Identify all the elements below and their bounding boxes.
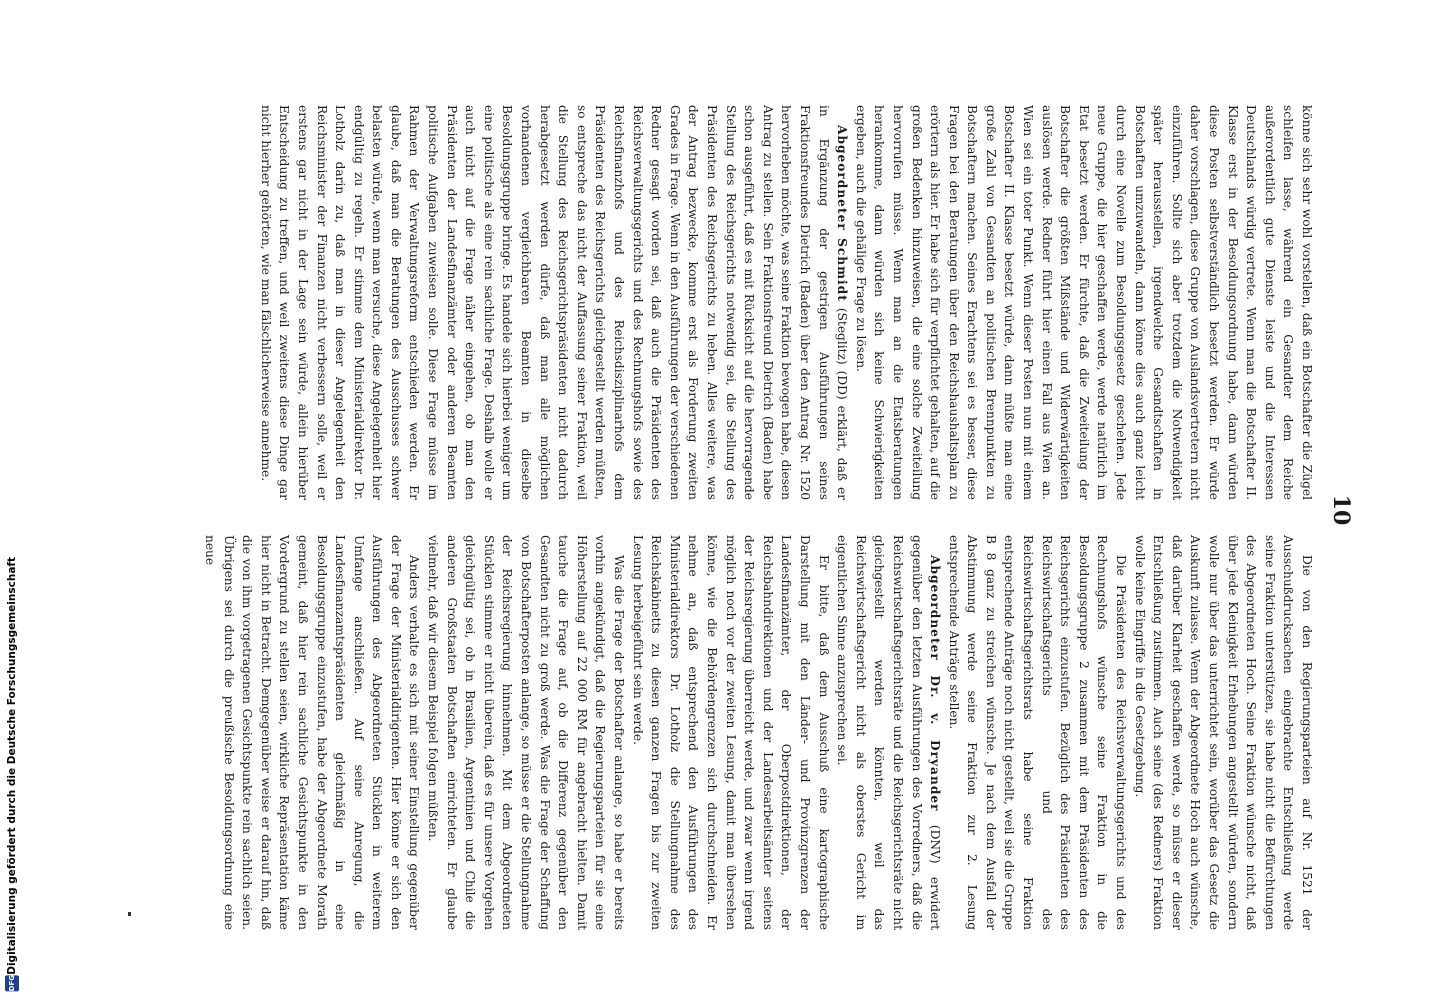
dfg-logo-icon: DFG [5, 975, 19, 991]
text-column-left [256, 105, 1316, 500]
page-number: 10 [1328, 494, 1354, 526]
paragraph [833, 535, 945, 930]
speaker-name: Abgeordneter Dr. v. Dryander [928, 555, 943, 812]
paragraph: Die Präsidenten des Reichsverwaltungsgerichts und des Rechnungshofs wünsche seine Fraktion in die Besoldungsgruppe 2 zusammen mit dem Präsidenten des Reichsgerichts einzustufen. Bezüglich des Präsidenten des Reichswirtschaftsgerichts und des Reichswirtschaftsgerichtsrats habe seine Fraktion entsprechende Anträge noch nicht gestellt, weil sie die Gruppe B 8 ganz zu streichen wünsche. Je nach dem Ausfall der Abstimmung werde seine Fraktion zur 2. Lesung entsprechende Anträge stellen. [946, 535, 1129, 930]
paragraph: könne sich sehr wohl vorstellen, daß ein Botschafter die Zügel schleifen lasse, während ein Gesandter dem Reiche außerordentlich gute Dienste leiste und die Interessen Deutschlands würdig vertrete. Wenn man die Botschafter II. Klasse erst in der Besoldungsordnung habe, dann würden diese Posten selbstverständlich besetzt werden. Er würde daher vorschlagen, diese Gruppe von Auslandsvertretern nicht einzuführen. Sollte sich aber trotzdem die Notwendigkeit später herausstellen, irgendwelche Gesandtschaften in Botschaften umzuwandeln, dann könne dies auch ganz leicht durch eine Novelle zum Besoldungsgesetz geschehen. Jede neue Gruppe, die hier geschaffen werde, werde natürlich im Etat besetzt werden. Er fürchte, daß die Zweiteilung der Botschafter die größten Mißstände und Widerwärtigkeiten auslösen werde. Redner führt hier einen Fall aus Wien an. Wien sei ein toter Punkt. Wenn dieser Posten nun mit einem Botschafter II. Klasse besetzt würde, dann müßte man eine große Zahl von Gesandten an politischen Brennpunkten zu Botschaftern machen. Seines Erachtens sei es besser, diese Fragen bei den Beratungen über den Reichshaushaltsplan zu erörtern als hier. Er habe sich für verpflichtet gehalten, auf die großen Bedenken hinzuweisen, die eine solche Zweiteilung hervorrufen müsse. Wenn man an die Etatsberatungen herankomme, dann würden sich keine Schwierigkeiten ergeben, auch die gehälige Frage zu lösen. [853, 105, 1314, 500]
paragraph: Er bitte, daß dem Ausschuß eine kartographische Darstellung mit den Länder- und Provinzgrenzen der Landesfinanzämter, der Oberpostdirektionen, der Reichsbahndirektionen und der Landesarbeitsämter seitens der Reichsregierung überreicht werde, und zwar wenn irgend möglich noch vor der zweiten Lesung, damit man übersehen könne, wie die Behördengrenzen sich durchschneiden. Er nehme an, daß entsprechend den Ausführungen des Ministerialdirektors Dr. Lotholz die Stellungnahme des Reichskabinetts zu diesen ganzen Fragen bis zur zweiten Lesung herbeigeführt sein werde. [630, 535, 831, 930]
scan-mark [128, 912, 131, 916]
paragraph [256, 105, 851, 500]
digitization-footer [2, 556, 22, 995]
speaker-name: Abgeordneter Schmidt [835, 125, 850, 302]
text-column-right [200, 535, 1316, 930]
paragraph-body: (Steglitz) (DD) erklärt, daß er in Ergänzung der gestrigen Ausführungen seines Fraktionsfreundes Dietrich (Baden) über den Antrag Nr. 1520 hervorheben möchte, was seine Fraktion bewogen habe, diesen Antrag zu stellen. Sein Fraktionsfreund Dietrich (Baden) habe schon ausgeführt, daß es mit Rücksicht auf die hervorragende Stellung des Reichsgerichts notwendig sei, die Stellung des Präsidenten des Reichsgerichts zu heben. Alles weitere, was der Antrag bezwecke, komme erst als Forderung zweiten Grades in Frage. Wenn in den Ausführungen der verschiedenen Redner gesagt worden sei, daß auch die Präsidenten des Reichsverwaltungsgerichts und des Rechnungshofs sowie des Reichsfinanzhofs und des Reichsdisziplinarhofs dem Präsidenten des Reichsgerichts gleichgestellt werden müßten, so entspreche das nicht der Auffassung seiner Fraktion, weil die Stellung des Reichsgerichtspräsidenten nicht dadurch herabgesetzt werden dürfe, daß man alle möglichen vorhandenen vergleichbaren Beamten in dieselbe Besoldungsgruppe bringe. Es handele sich hierbei weniger um eine politische als eine rein sachliche Frage. Deshalb wolle er auch nicht auf die Frage näher eingehen, ob man den Präsidenten der Landesfinanzämter oder anderen Beamten politische Aufgaben zuweisen solle. Diese Frage müsse im Rahmen der Verwaltungsreform entschieden werden. Er glaube, daß man die Beratungen des Ausschusses schwer belasten würde, wenn man versuche, diese Angelegenheit hier endgültig zu regeln. Er stimme dem Ministerialdirektor Dr. Lotholz darin zu, daß man in dieser Angelegenheit den Reichsminister der Finanzen nicht verbessern solle, weil er erstens gar nicht in der Lage sein würde, allein hierüber Entscheidung zu treffen, und weil zweitens diese Dinge gar nicht hierher gehörten, wie man fälschlicherweise annehme. [258, 105, 850, 501]
paragraph: Anders verhalte es sich mit seiner Einstellung gegenüber der Frage der Ministerialdirigenten. Hier könne er sich den Ausführungen des Abgeordneten Stücklen in weiterem Umfange anschließen. Auf seine Anregung, die Landesfinanzamtspräsidenten gleichmäßig in eine Besoldungsgruppe einzustufen, habe der Abgeordnete Morath gemeint, daß hier rein sachliche Gesichtspunkte in den Vordergrund zu stellen seien, wirkliche Repräsentation käme hier nicht in Betracht. Demgegenüber weise er darauf hin, daß die von ihm vorgetragenen Gesichtspunkte rein sachlich seien. Übrigens sei durch die preußische Besoldungsordnung eine neue [202, 535, 422, 930]
paragraph-body: (DNV) erwidert gegenüber den letzten Ausführungen des Vorredners, daß die Reichswirtschaftsgerichtsräte und die Reichsgerichtsräte nicht gleichgestellt werden könnten, weil das Reichswirtschaftsgericht nicht als oberstes Gericht im eigentlichen Sinne anzusprechen sei. [835, 535, 943, 930]
paragraph: Die von den Regierungsparteien auf Nr. 1521 der Ausschußdrucksachen eingebrachte Entschließung werde seine Fraktion unterstützen, sie habe nicht die Befürchtungen des Abgeordneten Hoch. Seine Fraktion wünsche nicht, daß über jede Kleinigkeit Erhebungen angestellt würden, sondern wolle nur über das unterrichtet sein, worüber das Gesetz die Auskunft zulasse. Wenn der Abgeordnete Hoch auch wünsche, daß darüber Klarheit geschaffen werde, so müsse er dieser Entschließung zustimmen. Auch seine (des Redners) Fraktion wolle keine Eingriffe in die Gesetzgebung. [1132, 535, 1314, 930]
footer-text: Digitalisierung gefördert durch die Deutsche Forschungsgemeinschaft [6, 556, 18, 975]
paragraph: Was die Frage der Botschafter anlange, so habe er bereits vorhin angekündigt, daß die Regierungsparteien für sie eine Höherstellung auf 22 000 RM für angebracht hielten. Damit tauche die Frage auf, ob die Differenz gegenüber den Gesandten nicht zu groß werde. Was die Frage der Schaffung von Botschafterposten anlange, so müsse er die Stellungnahme der Reichsregierung hinnehmen. Mit dem Abgeordneten Stücklen stimme er nicht überein, daß es für unsere Vorgehen gleichgültig sei, ob in Brasilien, Argentinien und Chile die anderen Großstaaten Botschaften einrichteten. Er glaube vielmehr, daß wir diesem Beispiel folgen müßten. [426, 535, 627, 930]
